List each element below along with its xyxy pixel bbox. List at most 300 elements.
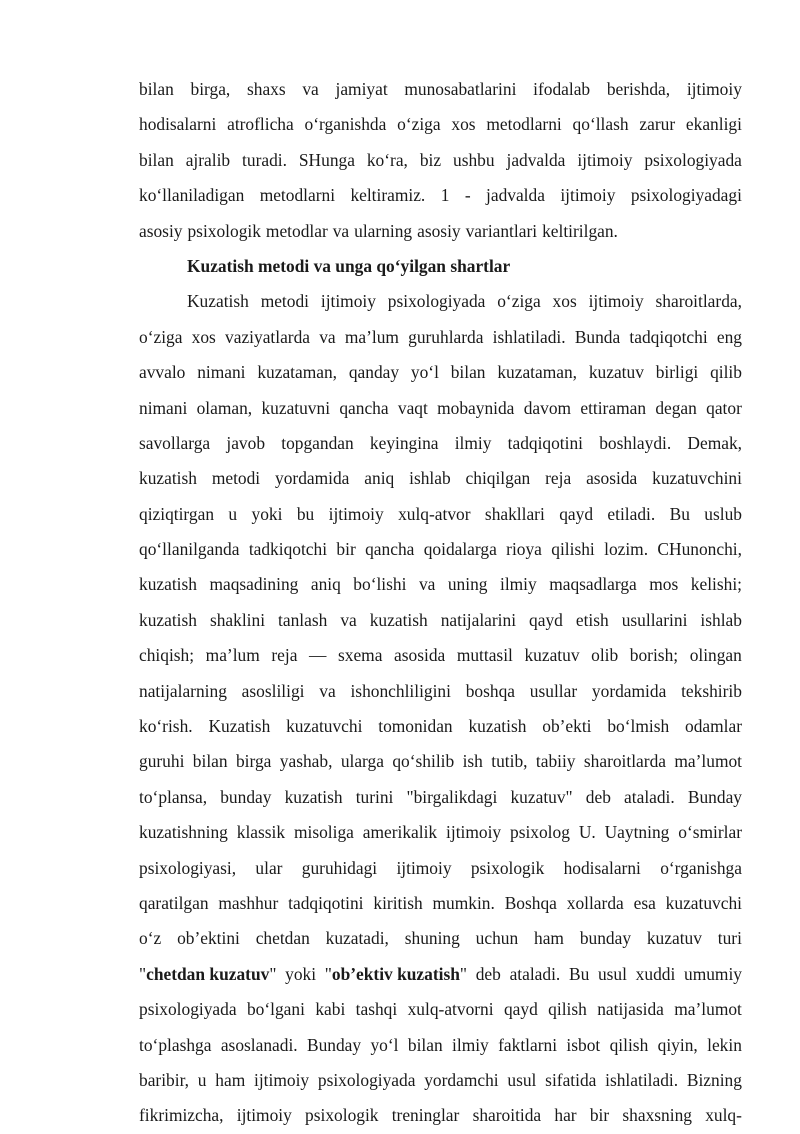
word: kuzatuvchi — [665, 892, 742, 913]
word: sharoitlarda — [583, 751, 666, 772]
word: yordamchi — [424, 1069, 499, 1090]
word: nimani — [139, 397, 188, 418]
text-line — [139, 72, 742, 107]
word: bo‘lmish — [607, 716, 670, 737]
word: asosiy — [417, 220, 461, 241]
word: usullarini — [621, 609, 688, 630]
word: metodi — [260, 291, 309, 312]
word: kuzatuvchi — [286, 716, 363, 737]
word: treninglar — [391, 1105, 460, 1126]
word: faktlarni — [498, 1034, 558, 1055]
word: asosida — [586, 468, 638, 489]
word: ishlab — [409, 468, 451, 489]
text-line — [139, 1028, 742, 1063]
word: Boshqa — [504, 892, 557, 913]
word: ilmiy — [454, 432, 492, 453]
word: o‘ziga — [397, 114, 441, 135]
word: qilish — [609, 1034, 649, 1055]
word: baribir, — [139, 1069, 190, 1090]
word: o‘rganishda — [304, 114, 387, 135]
word: ish — [462, 751, 483, 772]
word: bilan — [192, 751, 228, 772]
word: olib — [591, 645, 619, 666]
word: qancha — [365, 539, 415, 560]
section-heading: Kuzatish metodi va unga qo‘yilgan shartlar — [187, 255, 511, 276]
word: mumkin. — [432, 892, 495, 913]
text-line — [139, 921, 742, 956]
word: ishonchliligini — [350, 680, 451, 701]
word: ularning — [354, 220, 413, 241]
word: psixolog — [510, 822, 570, 843]
word: asoslanadi. — [220, 1034, 298, 1055]
word: metodlarni — [486, 114, 562, 135]
word: umumiy — [684, 963, 742, 984]
word: ko‘ra, — [366, 149, 408, 170]
word: va — [319, 326, 336, 347]
text-line — [139, 992, 742, 1027]
word: ko‘rish. — [139, 716, 193, 737]
word: usul — [507, 1069, 537, 1090]
word: tomonidan — [378, 716, 453, 737]
word: Demak, — [687, 432, 742, 453]
word: muttasil — [456, 645, 513, 666]
word: va — [302, 79, 319, 99]
word: asosida — [394, 645, 446, 666]
word: deb — [475, 963, 501, 984]
word: birligi — [655, 362, 699, 383]
text-line — [139, 497, 742, 532]
word: Bunda — [574, 326, 621, 347]
word: vaziyatlarda — [225, 326, 310, 347]
word: kuzataman, — [497, 362, 578, 383]
word: Uaytning — [604, 822, 670, 843]
word: xulq-atvorni — [407, 999, 494, 1020]
word: natijalarning — [139, 680, 227, 701]
word: qilish — [548, 999, 587, 1020]
word: metodlar — [265, 220, 328, 241]
word: ishlab — [700, 609, 742, 630]
word: olingan — [689, 645, 742, 666]
word: tadqiqotini — [288, 892, 364, 913]
word: Bunday — [307, 1034, 362, 1055]
word: xos — [191, 326, 216, 347]
word: turi — [717, 928, 742, 949]
document-page — [139, 72, 742, 1134]
word: qo‘llash — [572, 114, 629, 135]
word: birga — [235, 751, 272, 772]
word: Bu — [568, 963, 590, 984]
word: psixologiyada — [317, 1069, 416, 1090]
word: keyingina — [369, 432, 439, 453]
word: ilmiy — [499, 574, 537, 595]
word: shaxs — [246, 79, 286, 99]
word: ularga — [340, 751, 384, 772]
word: kuzatuvchini — [652, 468, 742, 489]
word: qo‘shilib — [392, 751, 455, 772]
word: ijtimoiy — [328, 503, 384, 524]
word: reja — [271, 645, 298, 666]
word: kuzatuv — [588, 362, 644, 383]
word: esa — [633, 892, 656, 913]
word: degan — [655, 397, 697, 418]
word: kuzatish — [139, 468, 197, 489]
word: usullar — [529, 680, 578, 701]
word: qilib — [710, 362, 742, 383]
word: eng — [716, 326, 742, 347]
word: turadi. — [242, 149, 287, 170]
word: nimani — [197, 362, 246, 383]
word: yoki — [251, 503, 283, 524]
word: guruhi — [139, 751, 185, 772]
intro-paragraph — [139, 72, 742, 249]
word: bo‘lgani — [246, 999, 305, 1020]
word: hodisalarni — [139, 114, 217, 135]
body-paragraph — [139, 284, 742, 1133]
word: shaklini — [209, 609, 266, 630]
word: ijtimoiy — [254, 1069, 310, 1090]
word: isbot — [566, 1034, 601, 1055]
word: qayd — [529, 609, 563, 630]
word: tadqiqotchi — [629, 326, 708, 347]
word: ijtimoiy — [396, 857, 452, 878]
word: boshqa — [465, 680, 516, 701]
word: bir — [589, 1105, 610, 1126]
word: rioya — [506, 539, 542, 560]
word: bunday — [579, 928, 632, 949]
word: ataladi. — [509, 963, 561, 984]
text-line — [139, 709, 742, 744]
word: ekanligi — [685, 114, 742, 135]
word: o‘rganishga — [660, 857, 742, 878]
word: qilishi — [551, 539, 595, 560]
word: qator — [706, 397, 742, 418]
word: "birgalikdagi — [406, 786, 498, 807]
word: sxema — [338, 645, 383, 666]
text-line — [139, 320, 742, 355]
word: avvalo — [139, 362, 186, 383]
word: tanlash — [278, 609, 328, 630]
word: va — [319, 680, 336, 701]
word: u — [228, 503, 238, 524]
text-line — [139, 603, 742, 638]
word: usul — [597, 963, 627, 984]
text-line — [139, 284, 742, 319]
text-line — [139, 567, 742, 602]
word: qaratilgan — [139, 892, 209, 913]
word: qiziqtirgan — [139, 503, 215, 524]
text-line — [139, 638, 742, 673]
text-line — [139, 674, 742, 709]
word: va — [418, 574, 436, 595]
word: yordamida — [275, 468, 350, 489]
text-line — [139, 744, 742, 779]
word: aniq — [364, 468, 395, 489]
word: boshlaydi. — [599, 432, 672, 453]
word: javob — [226, 432, 266, 453]
word: jadvalda — [486, 185, 545, 206]
word: hodisalarni — [563, 857, 641, 878]
word: kuzatuv" — [510, 786, 573, 807]
word: tabiiy — [535, 751, 576, 772]
word: ob’ekti — [542, 716, 592, 737]
word: bu — [296, 503, 315, 524]
word: har — [554, 1105, 577, 1126]
word: uchun — [475, 928, 519, 949]
word: qoidalarga — [423, 539, 497, 560]
word: yordamida — [591, 680, 667, 701]
word: vaqt — [397, 397, 428, 418]
word: deb — [585, 786, 611, 807]
word: bilan — [139, 149, 174, 170]
word: ijtimoiy — [236, 1105, 292, 1126]
word: ular — [255, 857, 283, 878]
word: kuzatish — [139, 609, 197, 630]
word: natijasida — [597, 999, 664, 1020]
word: ilmiy — [452, 1034, 489, 1055]
word: to‘plansa, — [139, 786, 208, 807]
word: psixologik — [305, 1105, 379, 1126]
word: bilan — [450, 362, 486, 383]
word: klassik — [236, 822, 286, 843]
word: asosiy — [139, 220, 183, 241]
word: aniq — [310, 574, 341, 595]
word: tadqiqotini — [507, 432, 583, 453]
word: va — [332, 220, 350, 241]
word: etish — [575, 609, 609, 630]
word: mashhur — [218, 892, 279, 913]
word: metodi — [211, 468, 261, 489]
word: psixologiyada — [644, 149, 742, 170]
word: bo‘lishi — [353, 574, 407, 595]
word: qayd — [503, 999, 538, 1020]
word: topgandan — [281, 432, 354, 453]
word: kuzatish — [139, 574, 197, 595]
word: turini — [355, 786, 394, 807]
word: psixologiyadagi — [630, 185, 742, 206]
text-line — [139, 1063, 742, 1098]
word: psixologiyada — [387, 291, 486, 312]
text-line — [139, 780, 742, 815]
word: savollarga — [139, 432, 211, 453]
word: kiritish — [373, 892, 423, 913]
text-line — [139, 143, 742, 178]
word: fikrimizcha, — [139, 1105, 224, 1126]
word: qo‘llanilganda — [139, 539, 240, 560]
word: davom — [523, 397, 572, 418]
word: bir — [336, 539, 356, 560]
word: lozim. — [604, 539, 649, 560]
word: ijtimoiy — [320, 291, 376, 312]
word: keltirilgan. — [542, 220, 618, 241]
word: "chetdan kuzatuv" — [139, 963, 277, 984]
word: borish; — [629, 645, 679, 666]
word: tashqi — [355, 999, 398, 1020]
word: mobaynida — [437, 397, 515, 418]
word: maqsadining — [209, 574, 299, 595]
word: yashab, — [279, 751, 333, 772]
word: yoki — [285, 963, 317, 984]
word: ijtimoiy — [686, 79, 742, 99]
word: Bizning — [686, 1069, 742, 1090]
word: kelishi; — [690, 574, 742, 595]
text-line — [139, 1098, 742, 1133]
word: Bu — [669, 503, 690, 524]
word: ifodalab — [533, 79, 591, 99]
text-line — [139, 426, 742, 461]
word: kuzatish — [284, 786, 343, 807]
word: o‘ziga — [497, 291, 541, 312]
word: xos — [451, 114, 476, 135]
word: ma’lum — [205, 645, 260, 666]
word: psixologik — [187, 220, 261, 241]
word: xos — [552, 291, 577, 312]
word: sharoitida — [472, 1105, 542, 1126]
word: tekshirib — [681, 680, 742, 701]
word: xulq-atvor — [398, 503, 471, 524]
word: to‘plashga — [139, 1034, 212, 1055]
word: kabi — [315, 999, 346, 1020]
word: ijtimoiy — [446, 822, 502, 843]
word: CHunonchi, — [657, 539, 742, 560]
word: olaman, — [196, 397, 253, 418]
word: xuddi — [635, 963, 676, 984]
word: uning — [447, 574, 488, 595]
word: ataladi. — [624, 786, 675, 807]
word: qancha — [339, 397, 389, 418]
word: lekin — [707, 1034, 742, 1055]
word: shaxsning — [622, 1105, 692, 1126]
word: qiyin, — [657, 1034, 698, 1055]
word: SHunga — [298, 149, 355, 170]
word: u — [197, 1069, 207, 1090]
word: jamiyat — [335, 79, 388, 99]
word: o‘smirlar — [678, 822, 742, 843]
word: keltiramiz. — [350, 185, 426, 206]
text-line — [139, 815, 742, 850]
word: odamlar — [685, 716, 742, 737]
word: - — [464, 185, 471, 206]
word: kuzatuvni — [261, 397, 331, 418]
word: sifatida — [545, 1069, 597, 1090]
word: kuzatish — [468, 716, 527, 737]
word: ajralib — [185, 149, 231, 170]
word: o‘ziga — [139, 326, 183, 347]
word: ijtimoiy — [588, 291, 644, 312]
word: chiqilgan — [465, 468, 531, 489]
word: misoliga — [293, 822, 354, 843]
word: qayd — [559, 503, 594, 524]
word: mos — [649, 574, 679, 595]
word: ishlatiladi. — [605, 1069, 679, 1090]
word: zarur — [639, 114, 676, 135]
word: guruhidagi — [301, 857, 378, 878]
word: berishda, — [606, 79, 671, 99]
word: psixologiyasi, — [139, 857, 237, 878]
word: — — [309, 645, 327, 666]
word: ushbu — [453, 149, 495, 170]
word: bunday — [220, 786, 272, 807]
word: ma’lum — [344, 326, 399, 347]
word: chiqish; — [139, 645, 195, 666]
word: natijalarini — [440, 609, 517, 630]
word: ham — [534, 928, 564, 949]
word: kuzatish — [369, 609, 428, 630]
text-line — [139, 461, 742, 496]
word: ijtimoiy — [560, 185, 616, 206]
word: va — [340, 609, 357, 630]
text-line — [139, 178, 742, 213]
word: o‘z — [139, 928, 162, 949]
word: ob’ektini — [177, 928, 240, 949]
word: sharoitlarda, — [655, 291, 742, 312]
word: yo‘l — [410, 362, 439, 383]
word: asosliligi — [241, 680, 305, 701]
word: ma’lumot — [674, 751, 742, 772]
text-line — [139, 851, 742, 886]
word: xollarda — [566, 892, 624, 913]
word: shuning — [404, 928, 460, 949]
word: kuzatuv — [646, 928, 702, 949]
word: birga, — [190, 79, 231, 99]
word: amerikalik — [362, 822, 438, 843]
word: Bunday — [687, 786, 742, 807]
text-line — [139, 107, 742, 142]
text-line — [139, 886, 742, 921]
word: bilan — [139, 79, 174, 99]
text-line — [139, 532, 742, 567]
word: etiladi. — [607, 503, 656, 524]
word: kuzatuv — [524, 645, 580, 666]
word: uslub — [704, 503, 742, 524]
word: ko‘llaniladigan — [139, 185, 245, 206]
word: U. — [578, 822, 596, 843]
word: ma’lumot — [674, 999, 742, 1020]
word: 1 — [440, 185, 450, 206]
word: maqsadlarga — [549, 574, 637, 595]
word: biz — [419, 149, 442, 170]
word: xulq- — [705, 1105, 742, 1126]
word: tutib, — [491, 751, 528, 772]
word: munosabatlarini — [404, 79, 517, 99]
word: chetdan — [255, 928, 310, 949]
word: kuzatadi, — [325, 928, 389, 949]
word: kuzataman, — [257, 362, 337, 383]
word: Kuzatish — [208, 716, 271, 737]
word: metodlarni — [259, 185, 336, 206]
text-line — [139, 957, 742, 992]
text-line — [139, 355, 742, 390]
word: variantlari — [465, 220, 538, 241]
word: reja — [545, 468, 572, 489]
word: qanday — [348, 362, 400, 383]
word: kuzatishning — [139, 822, 228, 843]
word: bilan — [407, 1034, 443, 1055]
word: shakllari — [484, 503, 545, 524]
word: ijtimoiy — [577, 149, 633, 170]
word: ishlatiladi. — [492, 326, 566, 347]
word: psixologik — [470, 857, 545, 878]
word: ham — [215, 1069, 246, 1090]
word: yo‘l — [370, 1034, 399, 1055]
word: ettiraman — [580, 397, 647, 418]
word: "ob’ektiv kuzatish" — [324, 963, 468, 984]
text-line — [139, 214, 742, 249]
word: jadvalda — [506, 149, 566, 170]
text-line — [139, 391, 742, 426]
word: tadkiqotchi — [248, 539, 328, 560]
word: atroflicha — [227, 114, 294, 135]
word: psixologiyada — [139, 999, 237, 1020]
